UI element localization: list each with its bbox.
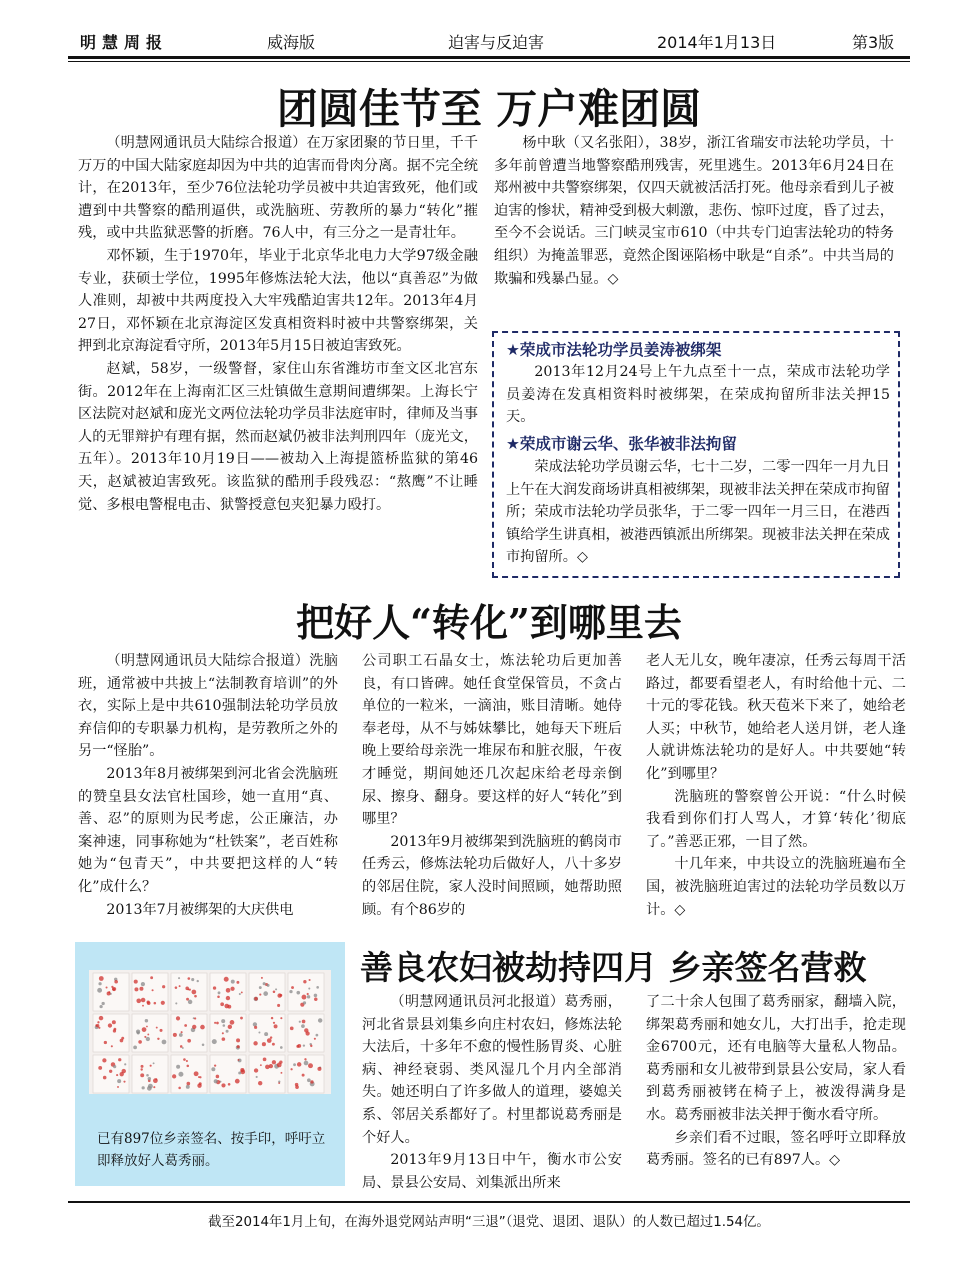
- news-brief-box: [492, 331, 900, 578]
- article2-paragraph: 老人无儿女，晚年凄凉，任秀云每周干活路过，都要看望老人，有时给他十元、二十元的零花钱。秋天苞米下来了，她给老人买；中秋节，她给老人送月饼，老人逢人就讲炼法轮功的是好人。中共要她“转化”到哪里？: [646, 653, 906, 782]
- brief-title-1: ★荣成市法轮功学员姜涛被绑架: [506, 341, 722, 359]
- article2-paragraph: 2013年8月被绑架到河北省会洗脑班的赞皇县女法官杜国珍，她一直用“真、善、忍”的原则为民考虑，公正廉洁，办案神速，同事称她为“杜铁案”，老百姓称她为“包青天”，中共要把这样的人“转化”成什么？: [78, 765, 338, 895]
- article3-paragraph: 了二十余人包围了葛秀丽家，翻墙入院，绑架葛秀丽和她女儿，大打出手，抢走现金6700元，还有电脑等大量私人物品。葛秀丽和女儿被带到景县公安局，家人看到葛秀丽被铐在椅子上，被泼得满身是水。葛秀丽被非法关押于衡水看守所。: [646, 994, 906, 1123]
- article2-paragraph: 2013年7月被绑架的大庆供电: [106, 901, 294, 918]
- article2-paragraph: 十几年来，中共设立的洗脑班遍布全国，被洗脑班迫害过的法轮功学员数以万计。◇: [646, 856, 906, 918]
- header-rule-thin: [68, 61, 910, 62]
- article1-paragraph: （明慧网通讯员大陆综合报道）在万家团聚的节日里，千千万万的中国大陆家庭却因为中共的迫害而骨肉分离。据不完全统计，在2013年，至少76位法轮功学员被中共迫害致死，他们或遭到中共警察的酷刑逼供，或洗脑班、劳教所的暴力“转化”摧残，或中共监狱恶警的折磨。76人中，有三分之一是青壮年。: [78, 135, 478, 242]
- brief-text-2: [506, 456, 890, 569]
- article1-column-1: [78, 132, 478, 516]
- footer-note: 截至2014年1月上旬，在海外退党网站声明“三退”（退党、退团、退队）的人数已超过1.54亿。: [208, 1215, 770, 1230]
- petition-signatures-photo: [89, 970, 331, 1094]
- article2-column-3: [646, 650, 906, 921]
- footer-rule: [68, 1201, 910, 1203]
- article2-paragraph: 2013年9月被绑架到洗脑班的鹤岗市任秀云，修炼法轮功后做好人，八十多岁的邻居住院，家人没时间照顾，她帮助照顾。有个86岁的: [362, 833, 622, 918]
- article3-paragraph: 乡亲们看不过眼，签名呼吁立即释放葛秀丽。签名的已有897人。◇: [646, 1129, 906, 1169]
- page-number: 第3版: [852, 33, 895, 52]
- article1-paragraph: 邓怀颖，生于1970年，毕业于北京华北电力大学97级金融专业，获硕士学位，1995年修炼法轮大法，他以“真善忍”为做人准则，却被中共两度投入大牢残酷迫害共12年。2013年4月27日，邓怀颖在北京海淀区发真相资料时被中共警察绑架，关押到北京海淀看守所，2013年5月15日被迫害致死。: [78, 247, 478, 355]
- article2-paragraph: 洗脑班的警察曾公开说：“什么时候我看到你们打人骂人，才算‘转化’彻底了。”善恶正邪，一目了然。: [646, 788, 906, 850]
- paper-name: 明慧周报: [80, 33, 169, 52]
- article2-column-2: [362, 650, 622, 921]
- article1-column-2: [494, 132, 894, 290]
- article3-paragraph: （明慧网通讯员河北报道）葛秀丽，河北省景县刘集乡向庄村农妇，修炼法轮大法后，十多年不愈的慢性肠胃炎、心脏病、神经衰弱、类风湿几个月内全部消失。她还明白了许多做人的道理，婆媳关系、邻居关系都好了。村里都说葛秀丽是个好人。: [362, 994, 622, 1146]
- edition-label: 威海版: [267, 33, 316, 52]
- section-label: 迫害与反迫害: [448, 33, 545, 52]
- brief-text-1: [506, 361, 890, 429]
- article3-title: 善良农妇被劫持四月 乡亲签名营救: [360, 948, 867, 987]
- article3-paragraph: 2013年9月13日中午，衡水市公安局、景县公安局、刘集派出所来: [362, 1152, 622, 1191]
- article2-column-1: [78, 650, 338, 921]
- article2-paragraph: 公司职工石晶女士，炼法轮功后更加善良，有口皆碑。她任食堂保管员，不贪占单位的一粒米，一滴油，账目清晰。她侍奉老母，从不与姊妹攀比，她每天下班后晚上要给母亲洗一堆尿布和脏衣服，午夜才睡觉，期间她还几次起床给老母亲倒尿、擦身、翻身。要这样的好人“转化”到哪里？: [362, 653, 622, 828]
- brief-title-2: ★荣成市谢云华、张华被非法拘留: [506, 435, 737, 453]
- header-rule: [68, 56, 910, 59]
- photo-panel: [75, 942, 345, 1186]
- issue-date: 2014年1月13日: [657, 33, 777, 52]
- brief-paragraph: 荣成法轮功学员谢云华，七十二岁，二零一四年一月九日上午在大润发商场讲真相被绑架，现被非法关押在荣成市拘留所；荣成市法轮功学员张华，于二零一四年一月三日，在港西镇给学生讲真相，被港西镇派出所绑架。现被非法关押在荣成市拘留所。◇: [506, 459, 890, 566]
- article3-column-1: [362, 991, 622, 1194]
- brief-paragraph: 2013年12月24号上午九点至十一点，荣成市法轮功学员姜涛在发真相资料时被绑架，在荣成拘留所非法关押15天。: [506, 364, 890, 426]
- article1-paragraph: 赵斌，58岁，一级警督，家住山东省潍坊市奎文区北宫东街。2012年在上海南汇区三灶镇做生意期间遭绑架。上海长宁区法院对赵斌和庞光文两位法轮功学员非法庭审时，律师及当事人的无罪辩护有理有据，然而赵斌仍被非法判刑四年（庞光文，五年）。2013年10月19日——被劫入上海提篮桥监狱的第46天，赵斌被迫害致死。该监狱的酷刑手段残忍：“熬鹰”不让睡觉、多根电警棍电击、狱警授意包夹犯暴力殴打。: [78, 360, 478, 513]
- article1-title: 团圆佳节至 万户难团圆: [276, 85, 702, 133]
- article3-column-2: [646, 991, 906, 1172]
- article2-paragraph: （明慧网通讯员大陆综合报道）洗脑班，通常被中共披上“法制教育培训”的外衣，实际上是中共610强制法轮功学员放弃信仰的专职暴力机构，是劳教所之外的另一“怪胎”。: [78, 653, 338, 760]
- article2-title: 把好人“转化”到哪里去: [296, 600, 682, 645]
- photo-caption: 已有897位乡亲签名、按手印，呼吁立即释放好人葛秀丽。: [97, 1131, 326, 1169]
- article1-paragraph: 杨中耿（又名张阳），38岁，浙江省瑞安市法轮功学员，十多年前曾遭当地警察酷刑残害，死里逃生。2013年6月24日在郑州被中共警察绑架，仅四天就被活活打死。他母亲看到儿子被迫害的惨状，精神受到极大刺激，悲伤、惊吓过度，昏了过去，至今不会说话。三门峡灵宝市610（中共专门迫害法轮功的特务组织）为掩盖罪恶，竟然企图诬陷杨中耿是“自杀”。中共当局的欺骗和残暴凸显。◇: [494, 135, 894, 287]
